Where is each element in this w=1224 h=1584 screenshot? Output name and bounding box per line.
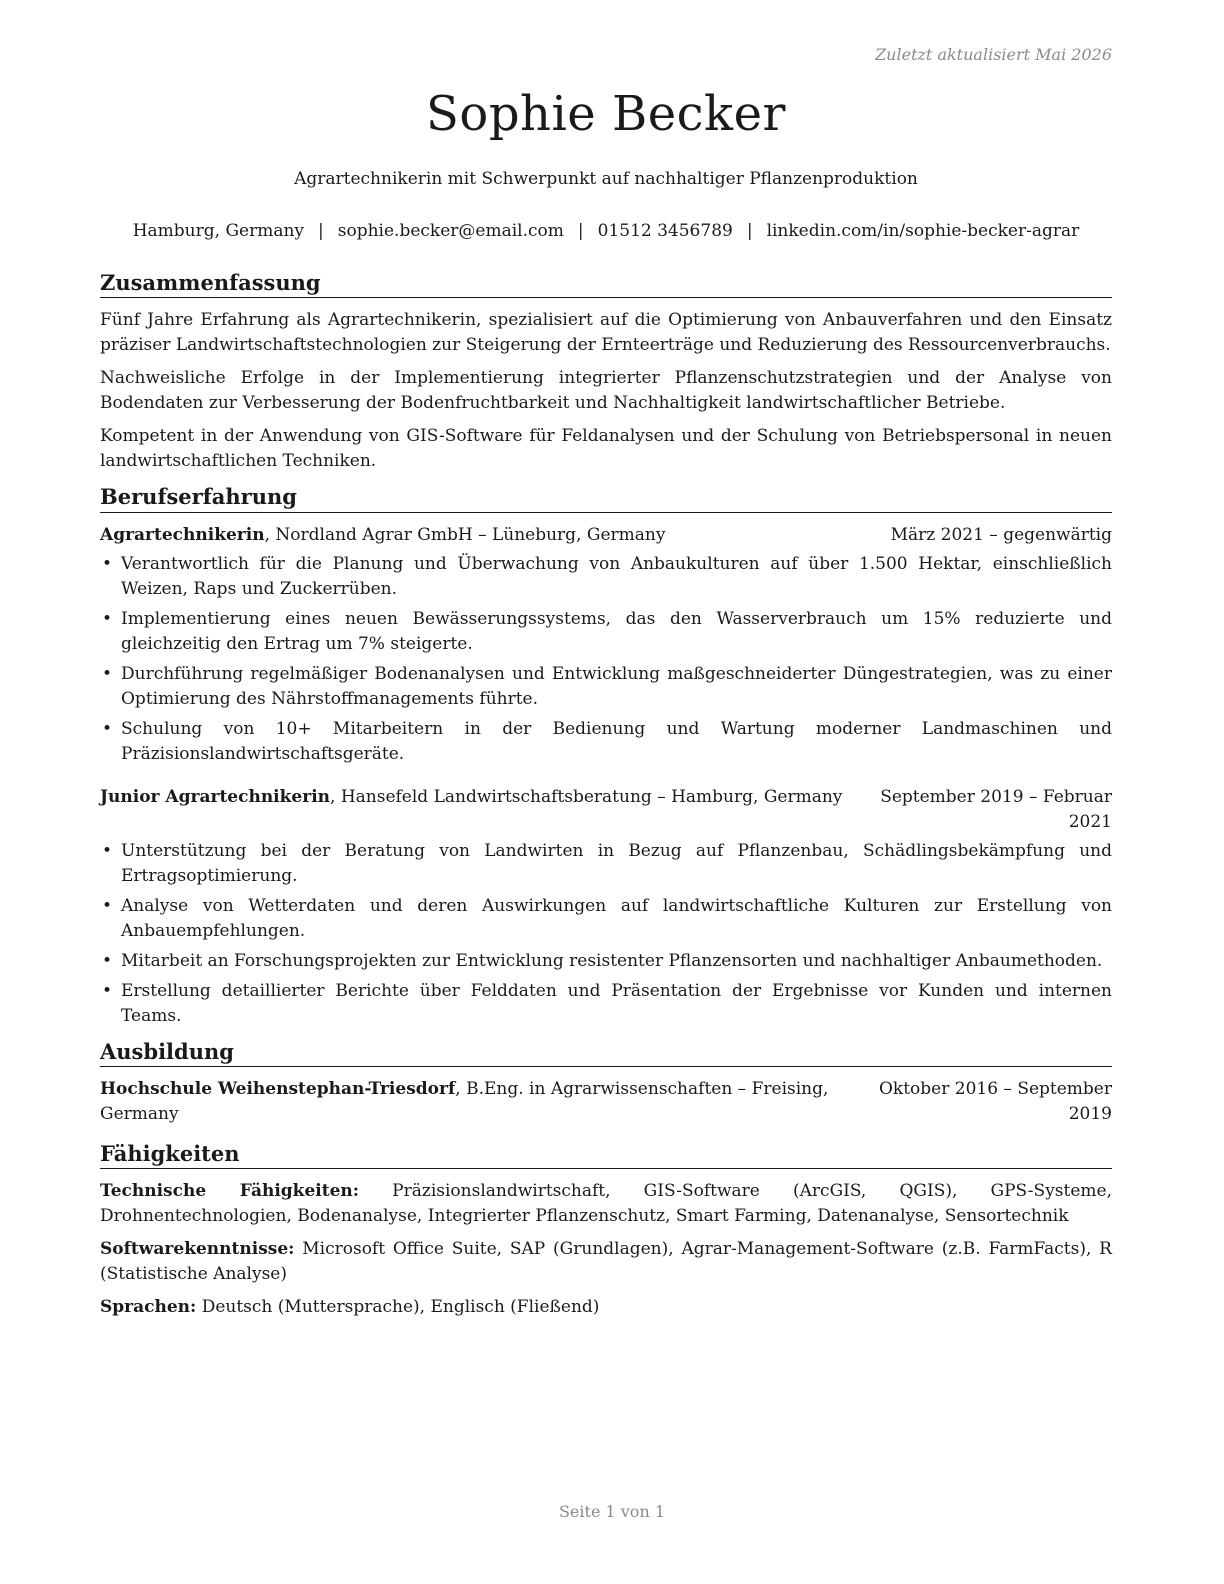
section-title-experience: Berufserfahrung <box>100 484 1112 512</box>
job-title-line <box>100 523 871 548</box>
page-number: Seite 1 von 1 <box>558 1502 666 1521</box>
summary-paragraph: Kompetent in der Anwendung von GIS-Software für Feldanalysen und der Schulung von Betriebspersonal in neuen landwirtschaftlichen Techniken. <box>100 426 1112 472</box>
contact-email[interactable]: sophie.becker@email.com <box>337 221 564 241</box>
contact-separator: | <box>577 221 584 241</box>
job-dates: September 2019 – Februar 2021 <box>880 786 1112 832</box>
education-item <box>100 1077 1112 1127</box>
tagline: Agrartechnikerin mit Schwerpunkt auf nachhaltiger Pflanzenproduktion <box>294 169 918 189</box>
job-bullets <box>100 839 1112 1029</box>
contact-linkedin[interactable]: linkedin.com/in/sophie-becker-agrar <box>766 221 1080 241</box>
skill-line <box>100 1237 1112 1287</box>
summary-section <box>100 270 1112 474</box>
job-title-line <box>100 785 852 835</box>
contact-location: Hamburg, Germany <box>132 221 305 241</box>
list-item: • Mitarbeit an Forschungsprojekten zur Entwicklung resistenter Pflanzensorten und nachhaltiger Anbaumethoden. <box>100 949 1112 974</box>
list-item: • Analyse von Wetterdaten und deren Auswirkungen auf landwirtschaftliche Kulturen zur Erstellung von Anbauempfehlungen. <box>100 894 1112 944</box>
degree: , B.Eng. in Agrarwissenschaften – Freising, Germany <box>100 1078 829 1124</box>
skill-line <box>100 1179 1112 1229</box>
skill-value: Deutsch (Muttersprache), Englisch (Fließend) <box>196 1297 600 1317</box>
contact-phone[interactable]: 01512 3456789 <box>597 221 733 241</box>
job-role: Junior Agrartechnikerin <box>100 786 331 807</box>
school-name: Hochschule Weihenstephan-Triesdorf <box>100 1078 456 1099</box>
skill-value: Präzisionslandwirtschaft, GIS-Software (ArcGIS, QGIS), GPS-Systeme, Drohnentechnologien, Bodenanalyse, Integrierter Pflanzenschutz, Smart Farming, Datenanalyse, Sensortechnik <box>100 1181 1112 1226</box>
section-title-summary: Zusammenfassung <box>100 270 1112 298</box>
experience-section <box>100 484 1112 1028</box>
section-title-education: Ausbildung <box>100 1039 1112 1067</box>
skill-label: Sprachen: <box>100 1297 197 1317</box>
job-role: Agrartechnikerin <box>100 524 265 545</box>
education-dates: Oktober 2016 – September 2019 <box>878 1078 1112 1124</box>
contact-separator: | <box>318 221 324 241</box>
list-item: • Schulung von 10+ Mitarbeitern in der Bedienung und Wartung moderner Landmaschinen und Präzisionslandwirtschaftsgeräte. <box>100 717 1112 767</box>
last-updated: Zuletzt aktualisiert Mai 2026 <box>875 45 1112 64</box>
candidate-name: Sophie Becker <box>426 86 786 142</box>
job-header <box>100 785 1112 835</box>
list-item: • Implementierung eines neuen Bewässerungssystems, das den Wasserverbrauch um 15% reduzierte und gleichzeitig den Ertrag um 7% steigerte. <box>100 607 1112 657</box>
skill-label: Technische Fähigkeiten: <box>100 1181 360 1201</box>
education-line <box>100 1077 852 1127</box>
job-header <box>100 523 1112 548</box>
skill-label: Softwarekenntnisse: <box>100 1239 295 1259</box>
list-item: • Durchführung regelmäßiger Bodenanalysen und Entwicklung maßgeschneiderter Düngestrategien, was zu einer Optimierung des Nährstoffmanagements führte. <box>100 662 1112 712</box>
job-company: , Hansefeld Landwirtschaftsberatung – Hamburg, Germany <box>330 786 843 807</box>
job-company: , Nordland Agrar GmbH – Lüneburg, Germany <box>264 524 666 545</box>
skills-section <box>100 1141 1112 1320</box>
contact-separator: | <box>746 221 753 241</box>
job-bullets <box>100 552 1112 767</box>
contact-line <box>100 220 1112 242</box>
job-dates: März 2021 – gegenwärtig <box>890 524 1112 545</box>
summary-paragraph: Fünf Jahre Erfahrung als Agrartechnikerin, spezialisiert auf die Optimierung von Anbauverfahren und den Einsatz präziser Landwirtschaftstechnologien zur Steigerung der Ernteerträge und Reduzierung des Ressourcenverbrauchs. <box>100 310 1112 356</box>
list-item: • Unterstützung bei der Beratung von Landwirten in Bezug auf Pflanzenbau, Schädlingsbekämpfung und Ertragsoptimierung. <box>100 839 1112 889</box>
education-section <box>100 1039 1112 1127</box>
summary-paragraph: Nachweisliche Erfolge in der Implementierung integrierter Pflanzenschutzstrategien und der Analyse von Bodendaten zur Verbesserung der Bodenfruchtbarkeit und Nachhaltigkeit landwirtschaftlicher Betriebe. <box>100 368 1112 414</box>
skill-line <box>100 1295 1112 1320</box>
list-item: • Verantwortlich für die Planung und Überwachung von Anbaukulturen auf über 1.500 Hektar, einschließlich Weizen, Raps und Zuckerrüben. <box>100 552 1112 602</box>
resume-content <box>100 270 1112 1330</box>
section-title-skills: Fähigkeiten <box>100 1141 1112 1169</box>
skill-value: Microsoft Office Suite, SAP (Grundlagen), Agrar-Management-Software (z.B. FarmFacts), R (Statistische Analyse) <box>100 1239 1112 1284</box>
list-item: • Erstellung detaillierter Berichte über Felddaten und Präsentation der Ergebnisse vor Kunden und internen Teams. <box>100 979 1112 1029</box>
